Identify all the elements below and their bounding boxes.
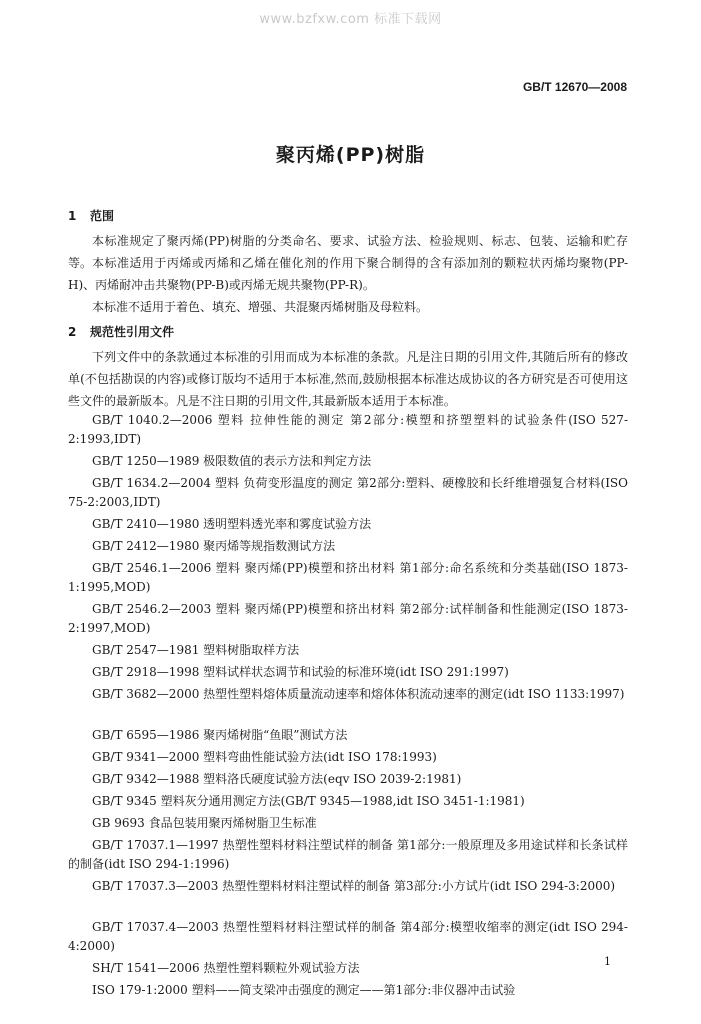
section-number: 2: [68, 325, 77, 339]
section-number: 1: [68, 209, 77, 223]
section-title: 范围: [90, 209, 115, 223]
reference-entry: GB/T 17037.1—1997 热塑性塑料材料注塑试样的制备 第1部分:一般原理及多用途试样和长条试样的制备(idt ISO 294-1:1996): [68, 838, 628, 871]
document-title: 聚丙烯(PP)树脂: [275, 144, 426, 166]
reference-entry: GB/T 2547—1981 塑料树脂取样方法: [92, 643, 300, 657]
reference-entry: GB/T 17037.3—2003 热塑性塑料材料注塑试样的制备 第3部分:小方试片(idt ISO 294-3:2000): [92, 879, 616, 893]
reference-entry: ISO 179-1:2000 塑料——简支梁冲击强度的测定——第1部分:非仪器冲击试验: [92, 983, 516, 997]
page-number: 1: [604, 955, 611, 968]
reference-entry: GB/T 2412—1980 聚丙烯等规指数测试方法: [92, 539, 336, 553]
reference-entry: GB/T 9345 塑料灰分通用测定方法(GB/T 9345—1988,idt ISO 3451-1:1981): [92, 794, 525, 808]
reference-entry: GB/T 1634.2—2004 塑料 负荷变形温度的测定 第2部分:塑料、硬橡胶和长纤维增强复合材料(ISO 75-2:2003,IDT): [68, 476, 628, 509]
reference-entry: GB/T 9342—1988 塑料洛氏硬度试验方法(eqv ISO 2039-2:1981): [92, 772, 462, 786]
reference-entry: GB/T 1040.2—2006 塑料 拉伸性能的测定 第2部分:模塑和挤塑塑料的试验条件(ISO 527-2:1993,IDT): [68, 413, 628, 446]
reference-entry: GB/T 17037.4—2003 热塑性塑料材料注塑试样的制备 第4部分:模塑收缩率的测定(idt ISO 294-4:2000): [68, 920, 628, 953]
reference-entry: GB/T 6595—1986 聚丙烯树脂“鱼眼”测试方法: [92, 728, 348, 742]
reference-entry: GB/T 1250—1989 极限数值的表示方法和判定方法: [92, 454, 372, 468]
reference-entry: GB 9693 食品包装用聚丙烯树脂卫生标准: [92, 816, 317, 830]
section-heading-scope: [68, 207, 114, 224]
scope-paragraph: 本标准适用于丙烯或丙烯和乙烯在催化剂的作用下聚合制得的含有添加剂的颗粒状丙烯均聚物(PP-H)、丙烯耐冲击共聚物(PP-B)或丙烯无规共聚物(PP-R)。: [68, 256, 628, 292]
reference-entry: SH/T 1541—2006 热塑性塑料颗粒外观试验方法: [92, 961, 360, 975]
reference-entry: GB/T 2918—1998 塑料试样状态调节和试验的标准环境(idt ISO 291:1997): [92, 665, 509, 679]
standard-number: GB/T 12670—2008: [522, 80, 627, 94]
reference-entry: GB/T 3682—2000 热塑性塑料熔体质量流动速率和熔体体积流动速率的测定(idt ISO 1133:1997): [92, 687, 625, 701]
scope-paragraph: 本标准不适用于着色、填充、增强、共混聚丙烯树脂及母粒料。: [92, 300, 429, 314]
normative-intro-paragraph: 下列文件中的条款通过本标准的引用而成为本标准的条款。凡是注日期的引用文件,其随后所有的修改单(不包括勘误的内容)或修订版均不适用于本标准,然而,鼓励根据本标准达成协议的各方研究是否可使用这些文件的最新版本。凡是不注日期的引用文件,其最新版本适用于本标准。: [68, 350, 628, 408]
reference-entry: GB/T 2546.2—2003 塑料 聚丙烯(PP)模塑和挤出材料 第2部分:试样制备和性能测定(ISO 1873-2:1997,MOD): [68, 602, 628, 635]
section-heading-normative-references: [68, 323, 174, 340]
reference-entry: GB/T 2546.1—2006 塑料 聚丙烯(PP)模塑和挤出材料 第1部分:命名系统和分类基础(ISO 1873-1:1995,MOD): [68, 561, 628, 594]
section-title: 规范性引用文件: [90, 325, 175, 339]
scope-paragraph: 本标准规定了聚丙烯(PP)树脂的分类命名、要求、试验方法、检验规则、标志、包装、运输和贮存等。: [68, 234, 628, 270]
watermark: www.bzfxw.com 标准下载网: [259, 12, 442, 27]
reference-entry: GB/T 2410—1980 透明塑料透光率和雾度试验方法: [92, 517, 372, 531]
reference-entry: GB/T 9341—2000 塑料弯曲性能试验方法(idt ISO 178:1993): [92, 750, 437, 764]
